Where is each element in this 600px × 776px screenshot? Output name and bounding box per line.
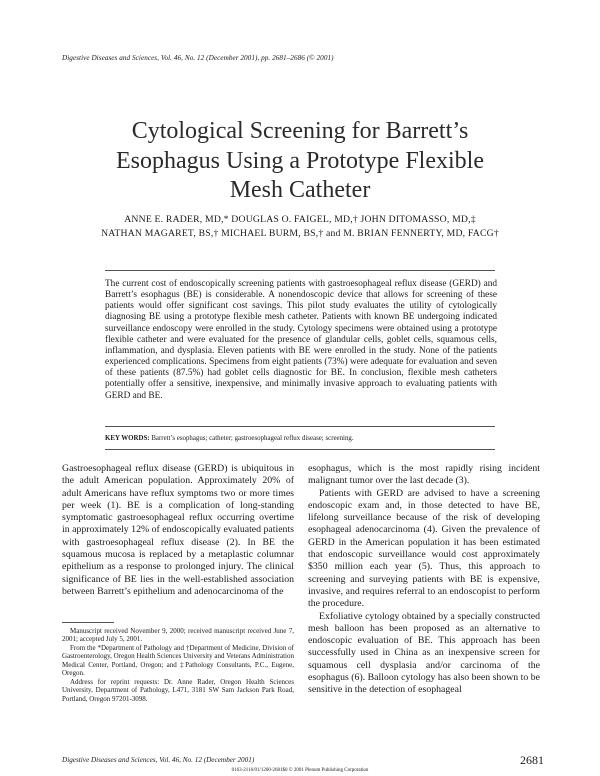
- authors-line-1: ANNE E. RADER, MD,* DOUGLAS O. FAIGEL, MD,† JOHN DITOMASSO, MD,‡: [124, 214, 476, 225]
- abstract-bottom-rule: [105, 426, 495, 427]
- body-paragraph: Exfoliative cytology obtained by a specially constructed mesh balloon has been proposed as an alternative to endoscopic evaluation of BE. This approach has been successfully used in China as an inexpensive screen for squamous cell dysplasia and/or carcinoma of the esophagus (6). Balloon cytology has also been shown to be sensitive in the detection of esophageal: [308, 610, 540, 696]
- keywords-text: Barrett’s esophagus; catheter; gastroesophageal reflux disease; screening.: [149, 435, 354, 442]
- footnote-divider: [62, 622, 114, 623]
- footnote-address: Address for reprint requests: Dr. Anne Rader, Oregon Health Sciences University, Department of Pathology, L471, 3181 SW Sam Jackson Park Road, Portland, Oregon 97201-3098.: [62, 677, 294, 703]
- footnote-received: Manuscript received November 9, 2000; received manuscript received June 7, 2001; accepted July 5, 2001.: [62, 627, 294, 644]
- footnote-affiliations: From the *Department of Pathology and †Department of Medicine, Division of Gastroenterology, Oregon Health Sciences University and Veterans Administration Medical Center, Portland, Oregon; and ‡Pathology Consultants, P.C., Eugene, Oregon.: [62, 643, 294, 678]
- article-title: [60, 117, 540, 206]
- abstract-top-rule: [105, 270, 495, 271]
- body-paragraph: Gastroesophageal reflux disease (GERD) is ubiquitous in the adult American population. Approximately 20% of adult Americans have reflux symptoms two or more times per week (1). BE is a complication of long-standing symptomatic gastroesophageal reflux occurring overtime in approximately 12% of endoscopically evaluated patients with gastroesophageal reflux disease (2). In BE the squamous mucosa is replaced by a metaplastic columnar epithelium as a response to prolonged injury. The clinical significance of BE lies in the well-established association between Barrett’s epithelium and adenocarcinoma of the: [62, 463, 294, 597]
- footnotes: [62, 627, 294, 703]
- abstract: The current cost of endoscopically screening patients with gastroesophageal reflux disease (GERD) and Barrett’s esophagus (BE) is considerable. A nonendoscopic device that allows for screening of these patients would offer significant cost savings. This pilot study evaluates the utility of cytologically diagnosing BE using a prototype flexible mesh catheter. Patients with known BE undergoing indicated surveillance endoscopy were enrolled in the study. Cytology specimens were obtained using a prototype flexible catheter and were evaluated for the presence of glandular cells, goblet cells, squamous cells, inflammation, and dysplasia. Eleven patients with BE were enrolled in the study. None of the patients experienced complications. Specimens from eight patients (73%) were adequate for evaluation and seven of these patients (87.5%) had goblet cells diagnostic for BE. In conclusion, flexible mesh catheters potentially offer a sensitive, inexpensive, and minimally invasive approach to evaluating patients with GERD and BE.: [105, 279, 497, 401]
- copyright-line: 0163-2116/01/1200-2681$0 © 2001 Plenum Publishing Corporation: [231, 768, 369, 773]
- author-list: [60, 213, 540, 240]
- journal-footer: Digestive Diseases and Sciences, Vol. 46, No. 12 (December 2001): [62, 756, 255, 764]
- keywords-label: KEY WORDS:: [105, 435, 150, 442]
- page-number: 2681: [520, 753, 544, 767]
- title-line-3: Mesh Catheter: [229, 177, 371, 203]
- authors-line-2: NATHAN MAGARET, BS,† MICHAEL BURM, BS,† and M. BRIAN FENNERTY, MD, FACG†: [101, 227, 499, 239]
- running-header: Digestive Diseases and Sciences, Vol. 46, No. 12 (December 2001), pp. 2681–2686 (© 2001): [62, 54, 334, 62]
- body-left-column: [62, 463, 294, 598]
- title-line-2: Esophagus Using a Prototype Flexible: [116, 147, 484, 174]
- keywords: [105, 434, 497, 443]
- body-paragraph: esophagus, which is the most rapidly rising incident malignant tumor over the last decade (3).: [308, 463, 540, 487]
- title-line-1: Cytological Screening for Barrett’s: [131, 118, 469, 144]
- keywords-rule: [105, 449, 495, 450]
- body-paragraph: Patients with GERD are advised to have a screening endoscopic exam and, in those detected to have BE, lifelong surveillance because of the risk of developing esophageal adenocarcinoma (4). Given the prevalence of GERD in the American population it has been estimated that endoscopic surveillance would cost approximately $350 million each year (5). Thus, this approach to screening and surveying patients with BE is expensive, invasive, and requires referral to an endoscopist to perform the procedure.: [308, 487, 540, 610]
- body-right-column: [308, 463, 540, 697]
